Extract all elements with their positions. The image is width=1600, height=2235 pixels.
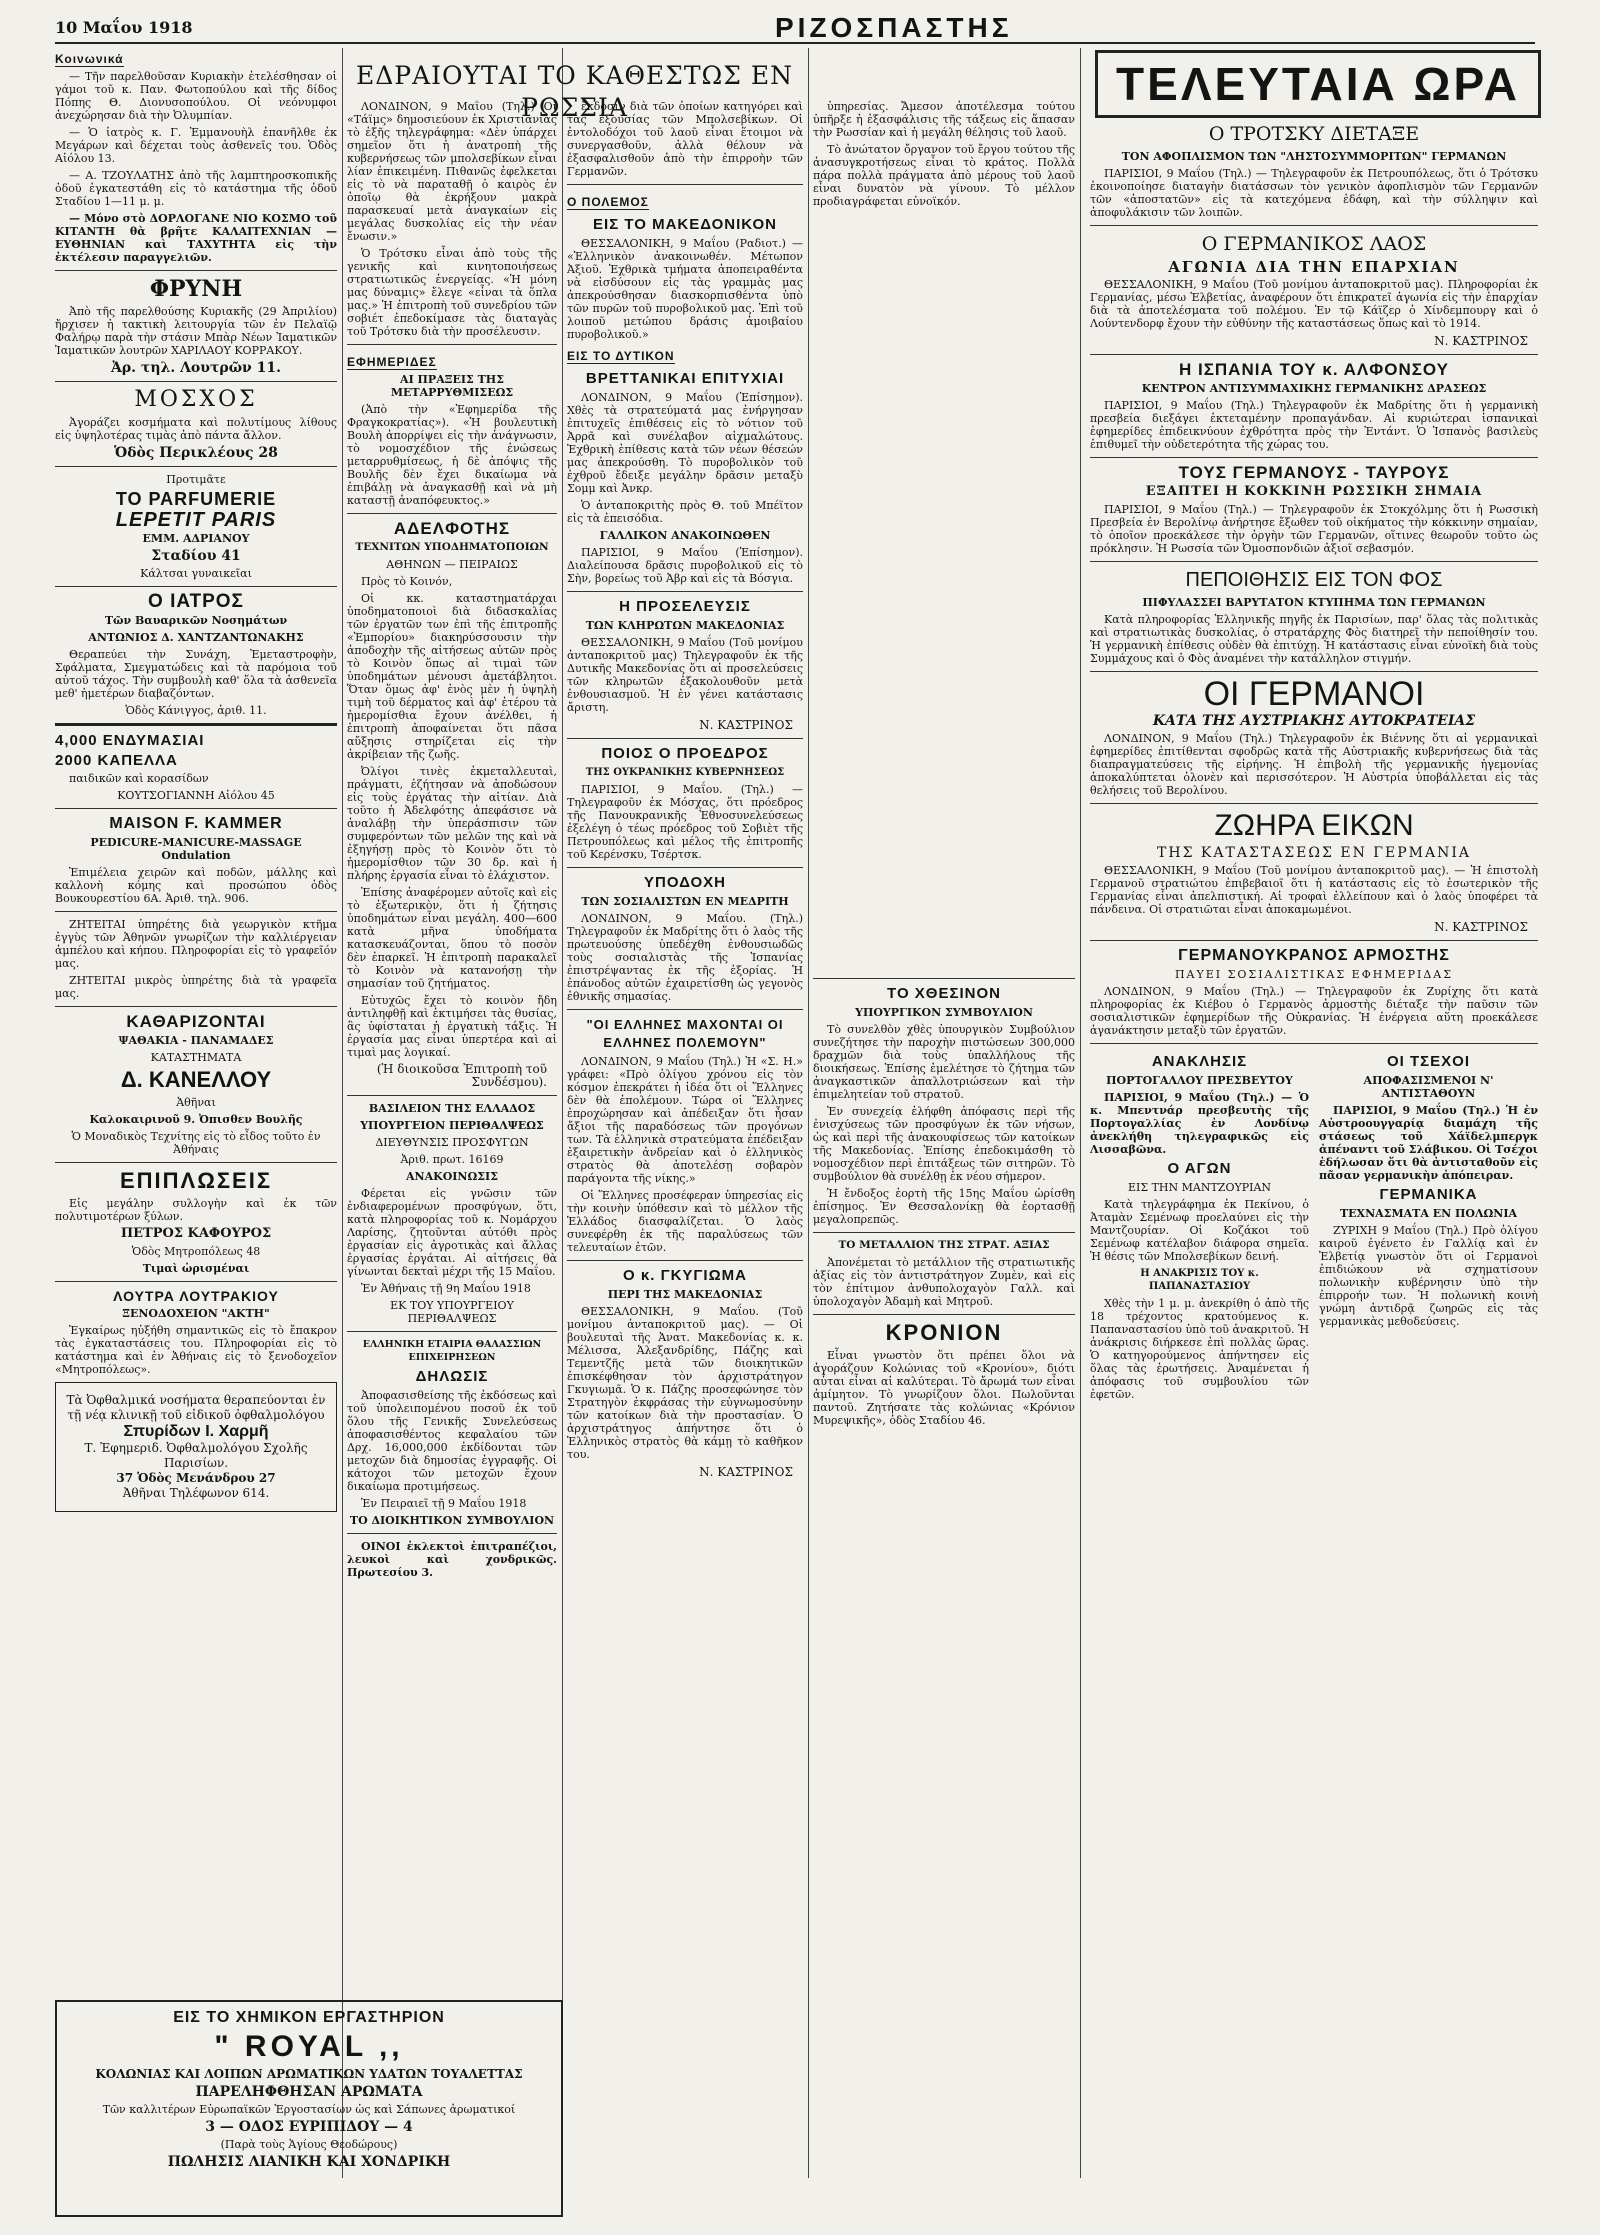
spain-title: Η ΙΣΠΑΝΙΑ ΤΟΥ κ. ΑΛΦΟΝΣΟΥ [1178,360,1450,379]
german-people-title: Ο ΓΕΡΜΑΝΙΚΟΣ ΛΑΟΣ [1201,233,1427,255]
divider [55,270,337,271]
dorlogane-ad: — Μόνο στὸ ΔΟΡΛΟΓΑΝΕ ΝΙΟ ΚΟΣΜΟ τοῦ ΚΙΤΑΝΤΗ θὰ βρῆτε ΚΑΛΑΙΤΕΧΝΙΑΝ — ΕΥΘΗΝΙΑΝ καὶ ΤΑΧΥΤΗΤΑ εἰς τὴν ἐκτέλεσιν παραγγελιῶν. [55,212,337,264]
moschos-title: ΜΟΣΧΟΣ [134,387,258,412]
guild-para-4: Ἐπίσης ἀναφέρομεν αὐτοῖς καὶ εἰς τὸ ἐξωτερικὸν, ὅτι ἡ ζήτησις ὑποδημάτων εἶναι μεγάλη. 400—600 κατὰ μῆνα ὑποδήματα κατασκευάζονται, ὅπου τὸ ποσὸν δὲν ἐπαρκεῖ. Ἡ ἐπιτροπὴ παρακαλεῖ τὸ Κοινὸν νὰ κατανοήσῃ τὴν σημασίαν τοῦ ζητήματος. [347,886,557,990]
royal-line-5: Τῶν καλλιτέρων Εὐρωπαϊκῶν Ἐργοστασίων ὡς καὶ Σάπωνες ἀρωματικοί [102,2103,516,2116]
trotsky-subtitle: ΤΟΝ ΑΦΟΠΛΙΣΜΟΝ ΤΩΝ "ΛΗΣΤΟΣΥΜΜΟΡΙΤΩΝ" ΓΕΡΜΑΝΩΝ [1121,150,1507,163]
conscripts-text: ΘΕΣΣΑΛΟΝΙΚΗ, 9 Μαΐου (Τοῦ μονίμου ἀνταποκριτοῦ μας) Τηλεγραφοῦν ἐκ τῆς Δυτικῆς Μακεδονίας ὅτι αἱ προσελεύσεις τῶν κληρωτῶν ἐξακολουθοῦν μετὰ ἐνθουσιασμοῦ. Ἡ ἐν γένει κατάστασις ἄριστη. [567,636,803,714]
divider [55,381,337,382]
macedonian-front-title: ΕΙΣ ΤΟ ΜΑΚΕΔΟΝΙΚΟΝ [593,216,777,233]
divider [55,723,337,726]
german-people-subtitle: ΑΓΩΝΙΑ ΔΙΑ ΤΗΝ ΕΠΑΡΧΙΑΝ [1168,258,1460,276]
recall-subtitle: ΠΟΡΤΟΓΑΛΛΟΥ ΠΡΕΣΒΕΥΤΟΥ [1106,1074,1293,1087]
ukraine-title: ΓΕΡΜΑΝΟΥΚΡΑΝΟΣ ΑΡΜΟΣΤΗΣ [1178,947,1450,964]
poland-text: ΖΥΡΙΧΗ 9 Μαΐου (Τηλ.) Πρὸ ὀλίγου καιροῦ ἐγένετο ἐν Γαλλίᾳ καὶ ἐν Ἐλβετίᾳ γνωστὸν ὅτι οἱ Γερμανοὶ ἐπιδιώκουν νὰ σχηματίσουν πολωνικὴν κυβέρνησιν ὑπὸ τὴν ἐπιρροήν των. Ἡ πολωνικὴ κοινὴ γνώμη ἀντιδρᾷ ζωηρῶς εἰς τὰς γερμανικὰς μεθοδεύσεις. [1319,1224,1538,1328]
divider [55,466,337,467]
column-3 [567,100,803,1980]
divider [813,1232,1075,1233]
parfum-pre: Προτιμᾶτε [166,473,226,486]
socialists-text: ΛΟΝΔΙΝΟΝ, 9 Μαΐου. (Τηλ.) Τηλεγραφοῦν ἐκ Μαδρίτης ὅτι ὁ λαὸς τῆς πρωτευούσης ὑπεδέχθη ἐνθουσιωδῶς τοὺς σοσιαλιστὰς τῆς Ἰσπανίας ἐπιστρέψαντας ἐκ τῆς ἐξορίας. Ἡ ἐπάνοδος αὐτῶν ἐχαιρετίσθη ὡς γεγονὸς ἐθνικῆς σημασίας. [567,912,803,1003]
wanted-ad-2: ΖΗΤΕΙΤΑΙ μικρὸς ὑπηρέτης διὰ τὰ γραφεῖα μας. [55,974,337,1000]
moschos-address: Ὁδὸς Περικλέους 28 [114,445,278,461]
struggle-title: Ο ΑΓΩΝ [1167,1160,1232,1177]
spain-subtitle: ΚΕΝΤΡΟΝ ΑΝΤΙΣΥΜΜΑΧΙΚΗΣ ΓΕΡΜΑΝΙΚΗΣ ΔΡΑΣΕΩΣ [1141,382,1487,395]
wines-ad: ΟΙΝΟΙ ἐκλεκτοὶ ἐπιτραπέζιοι, λευκοὶ καὶ χονδρικῶς. Πρωτεσίου 3. [347,1540,557,1579]
bulls-subtitle: ΕΞΑΠΤΕΙ Η ΚΟΚΚΙΝΗ ΡΩΣΣΙΚΗ ΣΗΜΑΙΑ [1145,484,1483,499]
foch-title: ΠΕΠΟΙΘΗΣΙΣ ΕΙΣ ΤΟΝ ΦΟΣ [1185,569,1443,591]
parfum-owner: ΕΜΜ. ΑΔΡΙΑΝΟΥ [142,532,250,545]
vivid-picture-subtitle: ΤΗΣ ΚΑΤΑΣΤΑΣΕΩΣ ΕΝ ΓΕΡΜΑΝΙΑ [1157,845,1471,861]
greeks-fight-text: ΛΟΝΔΙΝΟΝ, 9 Μαΐου (Τηλ.) Ἡ «Σ. Η.» γράφει: «Πρὸ ὀλίγου χρόνου εἰς τὸν κόσμον ἐπεκράτει ἡ ἰδέα ὅτι οἱ Ἕλληνες δὲν θὰ ἐπολέμουν. Τώρα οἱ Ἕλληνες ἐπροχώρησαν καὶ ἀπέδειξαν ὅτι ἦσαν ἄξιοι τῆς παραδόσεως τῶν προγόνων των. Τὰ ἑλληνικὰ στρατεύματα ἐπέδειξαν ἐξαιρετικὴν ἀνδρείαν καὶ ὁ ἑλληνικὸς στρατὸς θὰ ἀποτελέσῃ σοβαρὸν παράγοντα τῆς νίκης.» [567,1055,803,1185]
vivid-picture-signature: Ν. ΚΑΣΤΡΙΝΟΣ [1434,920,1528,934]
parfum-brand: LEPETIT PARIS [115,509,277,531]
ukraine-subtitle: ΠΑΥΕΙ ΣΟΣΙΑΛΙΣΤΙΚΑΣ ΕΦΗΜΕΡΙΔΑΣ [1174,968,1454,981]
czechs-subtitle: ΑΠΟΦΑΣΙΣΜΕΝΟΙ Ν' ΑΝΤΙΣΤΑΘΟΥΝ [1363,1074,1494,1100]
fryni-title: ΦΡΥΝΗ [149,276,243,302]
cleaning-ad-name: Δ. ΚΑΝΕΛΛΟΥ [120,1067,272,1092]
guild-city: ΑΘΗΝΩΝ — ΠΕΙΡΑΙΩΣ [386,558,518,571]
baths-ad-title: ΛΟΥΤΡΑ ΛΟΥΤΡΑΚΙΟΥ [113,1288,279,1304]
furniture-ad-text: Εἰς μεγάλην συλλογὴν καὶ ἐκ τῶν πολυτιμοτέρων ξύλων. [55,1197,337,1223]
parfum-title: ΤΟ PARFUMERIE [115,489,277,509]
divider [55,1281,337,1282]
royal-line-7: (Παρὰ τοὺς Ἁγίους Θεοδώρους) [220,2138,398,2151]
clothing-ad-text: παιδικῶν καὶ κορασίδων [69,772,209,785]
divider [347,1331,557,1332]
cleaning-ad-address: Καλοκαιρινοῦ 9. Ὀπισθεν Βουλῆς [89,1113,303,1126]
furniture-ad-address: Ὁδὸς Μητροπόλεως 48 [131,1245,261,1258]
divider [567,1260,803,1261]
guillaumat-title: Ο κ. ΓΚΥΓΙΩΜΑ [623,1267,747,1284]
french-communique-title: ΓΑΛΛΙΚΟΝ ΑΝΑΚΟΙΝΩΘΕΝ [599,529,771,542]
divider [813,1314,1075,1315]
macedonian-front-text: ΘΕΣΣΑΛΟΝΙΚΗ, 9 Μαΐου (Ραδιοτ.) — «Ἑλληνικὸν ἀνακοινωθέν. Μέτωπον Ἀξιοῦ. Ἐχθρικὰ τμήματα ἀποπειραθέντα νὰ εἰσδύσουν εἰς τὰς γραμμὰς μας ἀπεκρούσθησαν διασκορπισθέντα ὑπὸ τῶν πυρῶν τοῦ πυροβολικοῦ μας. Ἐπὶ τοῦ λοιποῦ μετώπου δράσις ἀμοιβαίου πυροβολικοῦ.» [567,237,803,341]
column-2 [347,100,557,1980]
cleaning-ad-subtitle: ΨΑΘΑΚΙΑ - ΠΑΝΑΜΑΔΕΣ [118,1034,274,1047]
royal-lab-ad [55,2000,563,2217]
clothing-ad-title: 4,000 ΕΝΔΥΜΑΣΙΑΙ [55,732,205,749]
divider [1090,561,1538,562]
british-success-text: ΛΟΝΔΙΝΟΝ, 9 Μαΐου (Ἐπίσημον). Χθὲς τὰ στρατεύματά μας ἐνήργησαν ἐπιτυχεῖς ἐπιθέσεις εἰς τὸ νότιον τοῦ Ἀρρᾶ καὶ συνέλαβον αἰχμαλώτους. Ἐχθρικὴ ἐπίθεσις κατὰ τῶν νέων θέσεών μας ἀπεκρούσθη. Τὸ πυροβολικὸν τοῦ ἐχθροῦ ἔδειξε μεγάλην δρᾶσιν μεταξὺ Σομμ καὶ Ἀνκρ. [567,391,803,495]
trotsky-text: ΠΑΡΙΣΙΟΙ, 9 Μαΐου (Τηλ.) — Τηλεγραφοῦν ἐκ Πετρουπόλεως, ὅτι ὁ Τρότσκυ ἐκοινοποίησε διαταγὴν διατάσσων τὸν γενικὸν ἀφοπλισμὸν τῶν Γερμανῶν τῶν «ἀποστατῶν» εἰς τὰ κατεχόμενα ἐδάφη, καὶ τὴν σύλληψιν καὶ ἀποφυλάκισιν τῶν λοιπῶν. [1090,167,1538,219]
divider [347,513,557,514]
divider [55,911,337,912]
struggle-text: Κατὰ τηλεγράφημα ἐκ Πεκίνου, ὁ Ἀταμὰν Σεμένωφ προελαύνει εἰς τὴν Μαντζουρίαν. Οἱ Κοζάκοι τοῦ Σεμένωφ κατέλαβον διάφορα σημεῖα. Ἡ θέσις τῶν Μπολσεβίκων δεινή. [1090,1198,1309,1263]
moschos-text: Ἀγοράζει κοσμήματα καὶ πολυτίμους λίθους εἰς ὑψηλοτέρας τιμὰς ἀπὸ πάντα ἄλλον. [55,416,337,442]
germans-austria-subtitle: ΚΑΤΑ ΤΗΣ ΑΥΣΤΡΙΑΚΗΣ ΑΥΤΟΚΡΑΤΕΙΑΣ [1152,713,1476,729]
parfum-address: Σταδίου 41 [151,548,241,564]
guild-para-2: Οἱ κκ. καταστηματάρχαι ὑποδηματοποιοὶ διὰ διδασκαλίας τῶν ἐργατῶν των ἐπὶ τῆς ἐπιτροπῆς «Ἐμπορίου» διακηρύσσουσιν τὴν ἀποδοχὴν τῆς αἰτήσεως αὐτῶν πρὸς τὸ Κοινὸν ὅπως αἱ τιμαὶ τῶν ὑποδημάτων μένουσι ἀμετάβλητοι. Ὅταν ὅμως ἀφ' ἑνὸς μὲν ἡ ὑψηλὴ τιμὴ τοῦ δέρματος καὶ ἀφ' ἑτέρου τὰ ἡμερομίσθια ἔχουν ἀνέλθει, ἡ ἐπιτροπὴ ἀποφαίνεται ὅτι πᾶσα αὔξησις στηρίζεται εἰς τὴν ἀκρίβειαν τῆς ζωῆς. [347,592,557,761]
greeks-fight-title: "ΟΙ ΕΛΛΗΝΕΣ ΜΑΧΟΝΤΑΙ ΟΙ ΕΛΛΗΝΕΣ ΠΟΛΕΜΟΥΝ" [586,1017,784,1050]
kronion-text: Εἶναι γνωστὸν ὅτι πρέπει ὅλοι νὰ ἀγοράζουν Κολώνιας τοῦ «Κρονίου», διότι αὗται εἶναι αἱ καλύτεραι. Τὸ ἄρωμά των εἶναι ἀμίμητον. Τὸ γνωρίζουν ὅλοι. Πωλοῦνται παντοῦ. Ζητήσατε τὰς κολώνιας «Κρόνιον Μυρεψικῆς», ὁδὸς Σταδίου 46. [813,1349,1075,1427]
inquiry-text: Χθὲς τὴν 1 μ. μ. ἀνεκρίθη ὁ ἀπὸ τῆς 18 τρέχοντος κρατούμενος κ. Παπαναστασίου ὑπὸ τοῦ ἀνακριτοῦ. Ἡ ἀνάκρισις διήρκεσε ἐπὶ πολλὰς ὥρας. Ὁ κατηγορούμενος ἀπήντησεν εἰς ὅλας τὰς ἐρωτήσεις. Ἀναμένεται ἡ ἀπόφασις τοῦ συμβουλίου τῶν ἐφετῶν. [1090,1297,1309,1401]
cabinet-text-2: Ἐν συνεχείᾳ ἐλήφθη ἀπόφασις περὶ τῆς ἐνισχύσεως τῶν προσφύγων ἐκ τῶν νήσων, ὡς καὶ περὶ τῆς ἀνακουφίσεως τῶν κατοίκων τῆς Μακεδονίας. Ἐπίσης ἐπεδοκιμάσθη τὸ νομοσχέδιον περὶ ἐπιτάξεως τῶν σιτηρῶν. Τὸ συμβούλιον θὰ συνέλθῃ ἐκ νέου σήμερον. [813,1105,1075,1183]
divider [1090,225,1538,226]
recall-title: ΑΝΑΚΛΗΣΙΣ [1151,1053,1248,1070]
vivid-picture-text: ΘΕΣΣΑΛΟΝΙΚΗ, 9 Μαΐου (Τοῦ μονίμου ἀνταποκριτοῦ μας). — Ἡ ἐπιστολὴ Γερμανοῦ στρατιώτου ἐπιβεβαιοῖ ὅτι ἡ κατάστασις εἰς τὸ ἐσωτερικὸν τῆς Γερμανίας εἶναι ἀπελπιστική. Αἱ τροφαὶ ἐλλείπουν καὶ ὁ λαὸς ὑποφέρει τὰ πάνδεινα. Οἱ στρατιῶται εἶναι ἀποκαμωμένοι. [1090,864,1538,916]
divider [1090,803,1538,804]
company-date: Ἐν Πειραιεῖ τῇ 9 Μαΐου 1918 [361,1497,527,1510]
divider [347,1095,557,1096]
conscripts-subtitle: ΤΩΝ ΚΛΗΡΩΤΩΝ ΜΑΚΕΔΟΝΙΑΣ [585,619,785,632]
column-4 [813,100,1075,1980]
divider [813,978,1075,979]
guild-para-1: Πρὸς τὸ Κοινόν, [361,575,453,588]
bulls-text: ΠΑΡΙΣΙΟΙ, 9 Μαΐου (Τηλ.) — Τηλεγραφοῦν ἐκ Στοκχόλμης ὅτι ἡ Ρωσσικὴ Πρεσβεία ἐν Βερολίνῳ ἀνήρτησε ἔξωθεν τοῦ οἰκήματος τὴν κόκκινην σημαίαν, τὸ ὁποῖον προεκάλεσε τὴν ὀργὴν τῶν Γερμανῶν, οἵτινες θεωροῦν τοῦτο ὡς πρόκλησιν. Ἡ Ρωσσία τῶν Ὀμοσπονδιῶν ἀξιοῖ σεβασμόν. [1090,503,1538,555]
fryni-phone: Ἀρ. τηλ. Λουτρῶν 11. [110,360,281,376]
guild-title: ΑΔΕΛΦΟΤΗΣ [393,519,511,538]
cabinet-text-3: Ἡ ἔνδοξος ἑορτὴ τῆς 15ης Μαΐου ὡρίσθη ἐπίσημος. Ἐν Θεσσαλονίκῃ θὰ ἑορτασθῇ μεγαλοπρεπῶς. [813,1187,1075,1226]
bottom-left [1090,1050,1309,1405]
eye-clinic-ad [55,1382,337,1512]
divider [55,808,337,809]
furniture-ad-name: ΠΕΤΡΟΣ ΚΑΦΟΥΡΟΣ [120,1226,272,1241]
french-communique-text: ΠΑΡΙΣΙΟΙ, 9 Μαΐου (Ἐπίσημον). Διαλείπουσα δρᾶσις πυροβολικοῦ εἰς τὸ Σὴν, βορείως τοῦ Ἀβρ καὶ εἰς τὰ Βόσγια. [567,546,803,585]
ministry-name: ΥΠΟΥΡΓΕΙΟΝ ΠΕΡΙΘΑΛΨΕΩΣ [360,1119,544,1132]
eye-clinic-address: 37 Ὁδὸς Μενάνδρου 27 [116,1471,276,1485]
divider [567,184,803,185]
spacer [813,212,1075,972]
ministry-announcement-text: Φέρεται εἰς γνῶσιν τῶν ἐνδιαφερομένων προσφύγων, ὅτι, κατὰ πληροφορίας τοῦ κ. Νομάρχου Λαρίσης, ζητοῦνται αὐτόθι πρὸς ἐργασίαν εἰς ἀγροτικὰς καὶ ἄλλας ἐργασίας ἐργάται. Αἱ αἰτήσεις θὰ γίνωνται δεκταὶ μέχρι τῆς 15 Μαΐου. [347,1187,557,1278]
divider [1090,1043,1538,1044]
royal-line-3: ΚΟΛΩΝΙΑΣ ΚΑΙ ΛΟΙΠΩΝ ΑΡΩΜΑΤΙΚΩΝ ΥΔΑΤΩΝ ΤΟΥΑΛΕΤΤΑΣ [95,2067,523,2081]
medal-title: ΤΟ ΜΕΤΑΛΛΙΟΝ ΤΗΣ ΣΤΡΑΤ. ΑΞΙΑΣ [838,1239,1050,1251]
russia-lead-2: Ὁ Τρότσκυ εἶναι ἀπὸ τοὺς τῆς γενικῆς καὶ κινητοποιήσεως στρατιωτικῶς ἐνεργείας. «Ἡ μόνη μας δύναμις» ἔλεγε «εἶναι τὰ ὅπλα μας.» Ἡ ἐπιτροπὴ τοῦ συνεδρίου τῶν σοβιέτ ἐπεδοκίμασε τὰς διαταγὰς τοῦ Τρότσκυ διὰ τὴν προσέλευσιν. [347,247,557,338]
germans-austria-text: ΛΟΝΔΙΝΟΝ, 9 Μαΐου (Τηλ.) Τηλεγραφοῦν ἐκ Βιέννης ὅτι αἱ γερμανικαὶ ἐφημερίδες ἐπιτίθενται σφοδρῶς κατὰ τῆς Αὐστριακῆς κυβερνήσεως διὰ τὰς διαπραγματεύσεις τῆς εἰρήνης. Ἡ ἐπιβολὴ τῆς γερμανικῆς ἡγεμονίας ἀποκαλύπτεται ὁλονὲν καὶ περισσότερον. Ἡ Αὐστρία ὑποβάλλεται εἰς τὰς θελήσεις τοῦ Βερολίνου. [1090,732,1538,797]
trotsky-title: Ο ΤΡΟΤΣΚΥ ΔΙΕΤΑΞΕ [1208,123,1420,145]
last-hour-title: ΤΕΛΕΥΤΑΙΑ ΩΡΑ [1116,58,1520,110]
czechs-title: ΟΙ ΤΣΕΧΟΙ [1386,1053,1470,1070]
ministry-division: ΔΙΕΥΘΥΝΣΙΣ ΠΡΟΣΦΥΓΩΝ [375,1136,529,1149]
column-5 [1090,118,1538,1978]
cleaning-ad-city: Ἀθῆναι [176,1096,216,1109]
baths-ad-hotel: ΞΕΝΟΔΟΧΕΙΟΝ "ΑΚΤΗ" [122,1307,270,1320]
foch-text: Κατὰ πληροφορίας Ἑλληνικῆς πηγῆς ἐκ Παρισίων, παρ' ὅλας τὰς πολιτικὰς καὶ στρατιωτικὰς δυσκολίας, ὁ στρατάρχης Φὸς διατηρεῖ τὴν πεποίθησίν του. Ἡ γερμανικὴ ἐπίθεσις οὐδὲν θὰ ἐπιτύχῃ. Ἡ κατάστασις εἶναι εὐνοϊκὴ διὰ τοὺς Συμμάχους καὶ ὁ Φὸς ἀναμένει τὴν κατάλληλον στιγμήν. [1090,613,1538,665]
company-signature: ΤΟ ΔΙΟΙΚΗΤΙΚΟΝ ΣΥΜΒΟΥΛΙΟΝ [349,1514,555,1527]
bulls-title: ΤΟΥΣ ΓΕΡΜΑΝΟΥΣ - ΤΑΥΡΟΥΣ [1178,463,1450,482]
column-rule [808,48,809,2178]
german-people-text: ΘΕΣΣΑΛΟΝΙΚΗ, 9 Μαΐου (Τοῦ μονίμου ἀνταποκριτοῦ μας). Πληροφορίαι ἐκ Γερμανίας, μέσω Ἑλβετίας, ἀναφέρουν ὅτι ἐπικρατεῖ ἀγωνία εἰς τὴν ἐπαρχίαν διὰ τὰ ἀποτελέσματα τοῦ πολέμου. Ἐν τῷ Κάϊζερ ὁ Χίνδεμπουργ καὶ ὁ Λούντενδορφ ἔχουν τὴν εὐθύνην τῆς καταστάσεως ὅπως καὶ τὸ 1914. [1090,278,1538,330]
eye-clinic-subtitle: Τ. Ἐφημεριδ. Ὀφθαλμολόγου Σχολῆς Παρισίων. [84,1441,308,1470]
masthead [55,12,1535,44]
divider [567,867,803,868]
baths-ad-text: Ἐγκαίρως ηὐξήθη σημαντικῶς εἰς τὸ ἔπακρον τὰς ἐγκαταστάσεις του. Πληροφορίαι εἰς τὸ κατάστημα καὶ ἐν Ἀθήναις εἰς τὸ ξενοδοχεῖον «Μητροπόλεως». [55,1324,337,1376]
iatros-address: Ὁδὸς Κάνιγγος, ἀριθ. 11. [125,704,267,717]
parfum-note: Κάλτσαι γυναικεῖαι [140,567,252,580]
president-subtitle: ΤΗΣ ΟΥΚΡΑΝΙΚΗΣ ΚΥΒΕΡΝΗΣΕΩΣ [585,767,785,778]
divider [347,1533,557,1534]
masthead-title: ΡΙΖΟΣΠΑΣΤΗΣ [775,12,1013,43]
ministry-ref: Ἀριθ. πρωτ. 16169 [400,1153,504,1166]
section-newspapers: ΕΦΗΜΕΡΙΔΕΣ [347,355,437,369]
recall-text: ΠΑΡΙΣΙΟΙ, 9 Μαΐου (Τηλ.) — Ὁ κ. Μπεντνάρ πρεσβευτὴς τῆς Πορτογαλλίας ἐν Λονδίνῳ ἀνεκλήθη τηλεγραφικῶς εἰς Λισσαβῶνα. [1090,1091,1309,1156]
royal-line-8: ΠΩΛΗΣΙΣ ΛΙΑΝΙΚΗ ΚΑΙ ΧΟΝΔΡΙΚΗ [167,2154,451,2170]
cabinet-subtitle: ΥΠΟΥΡΓΙΚΟΝ ΣΥΜΒΟΥΛΙΟΝ [855,1006,1033,1019]
russia-lead: ΛΟΝΔΙΝΟΝ, 9 Μαΐου (Τηλ.) Οἱ «Τάϊμς» δημοσιεύουν ἐκ Χριστιανίας τὸ ἑξῆς τηλεγράφημα: «Δὲν ὑπάρχει σημεῖον ὅτι ἡ ἀνατροπὴ τῆς κυβερνήσεως τῶν μπολσεβίκων εἶναι λίαν ἐπικειμένη. Πιθανῶς ἐφελκεται εἰς τὸ νὰ παραταθῇ ὁ καιρὸς ἐν ὁποῖῳ θὰ ἐκρήξουν μακρὰ παρασκευαί μετὰ ἀναγκαίων εἰς μεγάλας δυσκολίας εἰς τὴν νέαν ἔνωσιν.» [347,100,557,243]
company-name: ΕΛΛΗΝΙΚΗ ΕΤΑΙΡΙΑ ΘΑΛΑΣΣΙΩΝ ΕΠΙΧΕΙΡΗΣΕΩΝ [362,1339,542,1363]
social-text: — Τῆν παρελθοῦσαν Κυριακὴν ἐτελέσθησαν οἱ γάμοι τοῦ κ. Παν. Φωτοπούλου καὶ τῆς δίδος Πόπης Θ. Διονυσοπούλου. Οἱ νεόνυμφοι ἀνεχώρησαν διὰ τὴν Ὀλυμπίαν. [55,70,337,122]
divider [55,586,337,587]
bottom-split [1090,1050,1538,1405]
column-1 [55,48,337,1998]
tzoulatis-notice: — Α. ΤΖΟΥΛΑΤΗΣ ἀπὸ τῆς λαμπτηροσκοπικῆς ὁδοῦ ἐγκατεστάθη εἰς τὸ κατάστημα τῆς ὁδοῦ Σταδίου 1—11 μ. μ. [55,169,337,208]
fryni-text: Ἀπὸ τῆς παρελθούσης Κυριακῆς (29 Ἀπριλίου) ἤρχισεν ἡ τακτικὴ λειτουργία τῶν ἐν Πελαϊῷ Φαλήρῳ παρὰ τὴν στάσιν Μπὰρ Νέων Ἰαματικῶν Ἰαματικῶν λουτρῶν ΧΑΡΙΛΑΟΥ ΚΟΡΡΑΚΟΥ. [55,305,337,357]
section-war: Ο ΠΟΛΕΜΟΣ [567,195,649,209]
masthead-date: 10 Μαΐου 1918 [55,18,193,37]
ministry-date: Ἐν Ἀθήναις τῇ 9η Μαΐου 1918 [361,1282,531,1295]
divider [1090,940,1538,941]
cabinet-text: Τὸ συνελθὸν χθὲς ὑπουργικὸν Συμβούλιον συνεζήτησε τὴν παροχὴν πιστώσεων 300,000 δραχμῶν διὰ τοὺς ὑπαλλήλους τῆς διοικήσεως. Ἐπίσης ἐμελέτησε τὸ ζήτημα τῶν ἀναγκαστικῶν ἀπαλλοτριώσεων καὶ τὴν ἐπιμελητείαν τοῦ στρατοῦ. [813,1023,1075,1101]
guild-signature: (Ἡ διοικοῦσα Ἐπιτροπὴ τοῦ Συνδέσμου). [376,1062,547,1089]
ministry-announcement-title: ΑΝΑΚΟΙΝΩΣΙΣ [406,1170,498,1183]
clothing-ad-owner: ΚΟΥΤΣΟΓΙΑΝΝΗ Αἰόλου 45 [117,789,275,802]
president-text: ΠΑΡΙΣΙΟΙ, 9 Μαΐου. (Τηλ.) — Τηλεγραφοῦν ἐκ Μόσχας, ὅτι πρόεδρος τῆς Πανουκρανικῆς Ἐθνοσυνελεύσεως ἐξελέγη ὁ τέως πρόεδρος τοῦ Σοβιὲτ τῆς Πετρουπόλεως καὶ μέλος τῆς ἐπιτροπῆς τοῦ Κερένσκυ, Τσέρτσκ. [567,783,803,861]
column-rule [1080,48,1081,2178]
russia-continued: ἔκδοσιν διὰ τῶν ὁποίων κατηγόρει καὶ τὰς ἐξουσίας τῶν Μπολσεβίκων. Οἱ ἐντολοδόχοι τοῦ λαοῦ εἶναι ἕτοιμοι νὰ συνεργασθοῦν, ἀλλὰ θέλουν νὰ ἐξασφαλισθοῦν ἀπὸ τὴν ἐπιρροὴν τῶν Γερμανῶν. [567,100,803,178]
column-rule [342,48,343,2178]
kammer-subtitle: PEDICURE-MANICURE-MASSAGE Ondulation [90,836,302,862]
germans-austria-title: ΟΙ ΓΕΡΜΑΝΟΙ [1203,675,1425,713]
divider [567,738,803,739]
kammer-title: MAISON F. KAMMER [109,815,283,832]
russia-continued-3: Τὸ ἀνώτατον ὄργανον τοῦ ἔργου τούτου τῆς ἀνασυγκροτήσεως εἶναι τὸ κράτος. Πολλὰ πάρα πολλὰ πράγματα ἀπὸ μέρους τοῦ λαοῦ εἶναι δυνατὸν νὰ γίνουν. Τὸ μέλλον προδιαγράφεται εὐνοϊκόν. [813,143,1075,208]
czechs-text: ΠΑΡΙΣΙΟΙ, 9 Μαΐου (Τηλ.) Ἡ ἐν Αὐστροουγγαρίᾳ διαμάχη τῆς στάσεως τοῦ Χάϊδελμπεργκ ἀπέναντι τοῦ Σλάβικου. Οἱ Τσέχοι ἐδήλωσαν ὅτι θὰ ἀντισταθοῦν εἰς πᾶσαν γερμανικὴν ἀπόπειραν. [1319,1104,1538,1182]
ministry-signature: ΕΚ ΤΟΥ ΥΠΟΥΡΓΕΙΟΥ ΠΕΡΙΘΑΛΨΕΩΣ [390,1299,514,1325]
kammer-text: Ἐπιμέλεια χειρῶν καὶ ποδῶν, μάλλης καὶ καλλονὴ κόμης καὶ προσώπου ὁδὸς Βουκουρεστίου 6Α. Ἀριθ. τηλ. 906. [55,866,337,905]
cabinet-title: ΤΟ ΧΘΕΣΙΝΟΝ [887,985,1001,1002]
president-title: ΠΟΙΟΣ Ο ΠΡΟΕΔΡΟΣ [601,745,769,762]
struggle-subtitle: ΕΙΣ ΤΗΝ ΜΑΝΤΖΟΥΡΙΑΝ [1127,1181,1272,1194]
cleaning-ad-note: Ὁ Μοναδικὸς Τεχνίτης εἰς τὸ εἶδος τοῦτο ἐν Ἀθήναις [71,1130,321,1156]
british-success-title: ΒΡΕΤΤΑΝΙΚΑΙ ΕΠΙΤΥΧΙΑΙ [585,370,785,387]
cleaning-ad-subtitle-2: ΚΑΤΑΣΤΗΜΑΤΑ [150,1051,242,1064]
section-social: Κοινωνικά [55,52,124,66]
ministry-kingdom: ΒΑΣΙΛΕΙΟΝ ΤΗΣ ΕΛΛΑΔΟΣ [368,1102,536,1115]
eye-clinic-text: Τὰ Ὀφθαλμικά νοσήματα θεραπεύονται ἐν τῇ νέᾳ κλινικῇ τοῦ εἰδικοῦ ὀφθαλμολόγου [66,1393,326,1422]
divider [1090,457,1538,458]
german-people-signature: Ν. ΚΑΣΤΡΙΝΟΣ [1434,334,1528,348]
royal-line-6: 3 — ΟΔΟΣ ΕΥΡΙΠΙΔΟΥ — 4 [205,2119,413,2135]
divider [55,1006,337,1007]
iatros-name: ΑΝΤΩΝΙΟΣ Δ. ΧΑΝΤΖΑΝΤΩΝΑΚΗΣ [88,631,304,644]
guillaumat-text: ΘΕΣΣΑΛΟΝΙΚΗ, 9 Μαΐου. (Τοῦ μονίμου ἀνταποκριτοῦ μας). — Οἱ βουλευταὶ τῆς Ἀνατ. Μακεδονίας κ. κ. Μέλισσα, Ἀλεξανδρίδης, Πάζης καὶ Τεμεντζῆς μετὰ τῶν διοικητικῶν ἐπισκέφθησαν τὸν ἀρχιστράτηγον Γκυγιωμᾶ. Ὁ κ. Πάζης προσεφώνησε τὸν Στρατηγὸν ἐκφράσας τὴν εὐγνωμοσύνην τῶν κατοίκων διὰ τὴν προστασίαν. Ὁ ἀρχιστράτηγος ἀπήντησε ὅτι ὁ Ἑλληνικὸς στρατὸς θὰ κάμῃ τὸ καθῆκον του. [567,1305,803,1461]
royal-line-4: ΠΑΡΕΛΗΦΘΗΣΑΝ ΑΡΩΜΑΤΑ [195,2084,423,2100]
royal-line-2: " ROYAL ,, [214,2030,404,2063]
guild-subtitle: ΤΕΧΝΙΤΩΝ ΥΠΟΔΗΜΑΤΟΠΟΙΩΝ [355,541,549,553]
clothing-ad-title-2: 2000 ΚΑΠΕΛΛΑ [55,752,178,769]
newspapers-title: ΑΙ ΠΡΑΞΕΙΣ ΤΗΣ ΜΕΤΑΡΡΥΘΜΙΣΕΩΣ [390,373,514,399]
guild-para-5: Εὐτυχῶς ἔχει τὸ κοινὸν ἤδη ἀντιληφθῇ καὶ ἐκτιμήσει τὰς θυσίας, ἃς ὑφίσταται ἡ ἐργατικὴ τάξις. Ἡ ἐργασία μας εἶναι ὑπερτέρα καὶ αἱ τιμαὶ μας λογικαί. [347,994,557,1059]
wanted-ad-1: ΖΗΤΕΙΤΑΙ ὑπηρέτης διὰ γεωργικὸν κτῆμα ἐγγὺς τῶν Ἀθηνῶν γνωρίζων τὴν καλλιέργειαν ἀμπέλου καὶ κήπου. Πληροφορίαι εἰς τὸ γραφεῖόν μας. [55,918,337,970]
company-declaration-text: Ἀποφασισθείσης τῆς ἐκδόσεως καὶ τοῦ ὑπολειπομένου ποσοῦ ἐκ τοῦ ὅλου τῆς Γενικῆς Συνελεύσεως ἀποφασισθέντος κεφαλαίου τῶν Δρχ. 16,000,000 ἐκδίδονται τῶν μετοχῶν διὰ δημοσίας ἐγγραφῆς. Οἱ κάτοχοι τῶν μετοχῶν ἔχουν δικαίωμα προτιμήσεως. [347,1389,557,1493]
royal-line-1: ΕΙΣ ΤΟ ΧΗΜΙΚΟΝ ΕΡΓΑΣΤΗΡΙΟΝ [173,2009,445,2026]
conscripts-title: Η ΠΡΟΣΕΛΕΥΣΙΣ [619,598,751,615]
bottom-right [1319,1050,1538,1405]
divider [1090,354,1538,355]
section-western: ΕΙΣ ΤΟ ΔΥΤΙΚΟΝ [567,349,675,363]
medal-text: Ἀπονέμεται τὸ μετάλλιον τῆς στρατιωτικῆς ἀξίας εἰς τὸν ἀντιστράτηγον Ζυμὲν, καὶ εἰς τὸν ἐπίτιμον ἀνθυπολοχαγὸν Γαλλ. καὶ ὑπολοχαγὸν Ἀδαμὴ καὶ Μητροῦ. [813,1256,1075,1308]
greeks-fight-text-2: Οἱ Ἕλληνες προσέφεραν ὑπηρεσίας εἰς τὴν κοινὴν ὑπόθεσιν καὶ τὸ μέλλον τῆς Ἑλλάδος διασφαλίζεται. Ὁ λαὸς συνεφέρθη ἐκ τῆς παραλύσεως τῶν τελευταίων ἐτῶν. [567,1189,803,1254]
russia-continued-2: ὑπηρεσίας. Ἄμεσον ἀποτέλεσμα τούτου ὑπῆρξε ἡ ἐξασφάλισις τῆς τάξεως εἰς ἅπασαν τὴν Ρωσσίαν καὶ ἡ μεγάλη θέλησις τοῦ λαοῦ. [813,100,1075,139]
iatros-subtitle: Τῶν Βαυαρικῶν Νοσημάτων [104,614,288,627]
kronion-title: ΚΡΟΝΙΟΝ [885,1320,1003,1345]
inquiry-title: Η ΑΝΑΚΡΙΣΙΣ ΤΟΥ κ. ΠΑΠΑΝΑΣΤΑΣΙΟΥ [1140,1268,1259,1292]
divider [1090,671,1538,672]
iatros-text: Θεραπεύει τὴν Συνάχη, Ἐμεταστροφὴν, Σφάλματα, Σμεγματώδεις καὶ τὰ παρόμοια τοῦ αὐτοῦ τάχος. Τὴν συμβουλὴ καθ' ὅλα τὰ ἀσθενεῖα μεθ' ἡμετέρων διαβαζόντων. [55,648,337,700]
guillaumat-subtitle: ΠΕΡΙ ΤΗΣ ΜΑΚΕΔΟΝΙΑΣ [607,1288,763,1301]
poland-title: ΓΕΡΜΑΝΙΚΑ [1379,1186,1478,1203]
foch-subtitle: ΠΙΦΥΛΑΣΣΕΙ ΒΑΡΥΤΑΤΟΝ ΚΤΥΠΗΜΑ ΤΩΝ ΓΕΡΜΑΝΩΝ [1142,596,1486,609]
last-hour-banner [1095,50,1541,118]
spain-text: ΠΑΡΙΣΙΟΙ, 9 Μαΐου (Τηλ.) Τηλεγραφοῦν ἐκ Μαδρίτης ὅτι ἡ γερμανικὴ πρεσβεία διεξάγει ἐκτεταμένην προπαγάνδαν. Αἱ κυριώτεραι ἰσπανικαὶ ἐφημερίδες ἐπιδεικνύουν ἐχθρότητα πρὸς τὴν Ἐντάντ. Ὁ Ἰσπανὸς βασιλεὺς ἐπιθυμεῖ τὴν οὐδετερότητα τῆς χώρας του. [1090,399,1538,451]
furniture-ad-title: ΕΠΙΠΛΩΣΕΙΣ [119,1168,273,1193]
furniture-ad-note: Τιμαὶ ὡρισμέναι [142,1262,250,1275]
divider [567,591,803,592]
newspapers-text: (Ἀπὸ τὴν «Ἐφημερίδα τῆς Φραγκοκρατίας»). «Ἡ βουλευτικὴ Βουλὴ ἀπορρίψει εἰς τὴν ἀνάγνωσιν, τὸ νομοσχέδιον τῆς ἐνώσεως μεταρρυθμίσεως, ἡ δὲ ἀπόψις τῆς Βουλῆς δὲν ἔχει δικαίωμα νὰ ἐπιβάλῃ νὰ ἀναγκασθῇ καὶ νὰ μὴ καταστῇ ἀναπόφευκτος.» [347,403,557,507]
socialists-subtitle: ΤΩΝ ΣΟΣΙΑΛΙΣΤΩΝ ΕΝ ΜΕΔΡΙΤΗ [581,895,789,908]
socialists-title: ΥΠΟΔΟΧΗ [644,874,726,891]
divider [347,344,557,345]
eye-clinic-name: Σπυρίδων Ι. Χαρμῆ [123,1423,269,1440]
poland-subtitle: ΤΕΧΝΑΣΜΑΤΑ ΕΝ ΠΟΛΩΝΙΑ [1339,1207,1518,1220]
main-headline: ΕΔΡΑΙΟΥΤΑΙ ΤΟ ΚΑΘΕΣΤΩΣ ΕΝ ΡΩΣΣΙΑ [355,61,794,122]
column-rule [562,48,563,2178]
eye-clinic-phone: Ἀθῆναι Τηλέφωνον 614. [122,1486,270,1500]
divider [55,1162,337,1163]
vivid-picture-title: ΖΩΗΡΑ ΕΙΚΩΝ [1214,809,1414,842]
guild-para-3: Ὀλίγοι τινὲς ἐκμεταλλευταὶ, πράγματι, ἐζήτησαν νὰ ἀποδώσουν εἰς τοὺς ἐργάτας τὴν αἰτίαν. Διὰ τοῦτο ἡ Ἀδελφότης ἀπεφάσισε νὰ ἀναλάβῃ τὴν ὑπεράσπισιν τῶν συμφερόντων τῶν μελῶν της καὶ νὰ ἐξηγήσῃ πρὸς τὸ Κοινὸν ὅτι τὸ ἡμερομίσθιον τῶν 30 δρ. καὶ ἡ πλήρης ἐργασία εἶναι τὸ ἐλάχιστον. [347,765,557,882]
doctor-notice: — Ὁ ἰατρὸς κ. Γ. Ἐμμανουὴλ ἐπανῆλθε ἐκ Μεγάρων καὶ δέχεται τοὺς ἀσθενεῖς του. Ὁδὸς Αἰόλου 13. [55,126,337,165]
company-declaration-title: ΔΗΛΩΣΙΣ [415,1368,489,1385]
divider [567,1009,803,1010]
cleaning-ad-title: ΚΑΘΑΡΙΖΟΝΤΑΙ [126,1012,266,1031]
ukraine-text: ΛΟΝΔΙΝΟΝ, 9 Μαΐου (Τηλ.) — Τηλεγραφοῦν ἐκ Ζυρίχης ὅτι κατὰ πληροφορίας ἐκ Κιέβου ὁ Γερμανὸς ἀρμοστὴς διέταξε τὴν παῦσιν τῶν σοσιαλιστικῶν ἐφημερίδων τῆς Οὐκρανίας. Ἡ ἐνέργεια αὕτη προεκάλεσε ἀγανάκτησιν μεταξὺ τῶν ἐργατῶν. [1090,985,1538,1037]
guillaumat-signature: Ν. ΚΑΣΤΡΙΝΟΣ [699,1465,793,1479]
conscripts-signature: Ν. ΚΑΣΤΡΙΝΟΣ [699,718,793,732]
iatros-title: Ο ΙΑΤΡΟΣ [148,591,244,612]
british-success-note: Ὁ ἀνταποκριτὴς πρὸς Θ. τοῦ Μπέϊτον εἰς τὰ ἐπεισόδια. [567,499,803,525]
